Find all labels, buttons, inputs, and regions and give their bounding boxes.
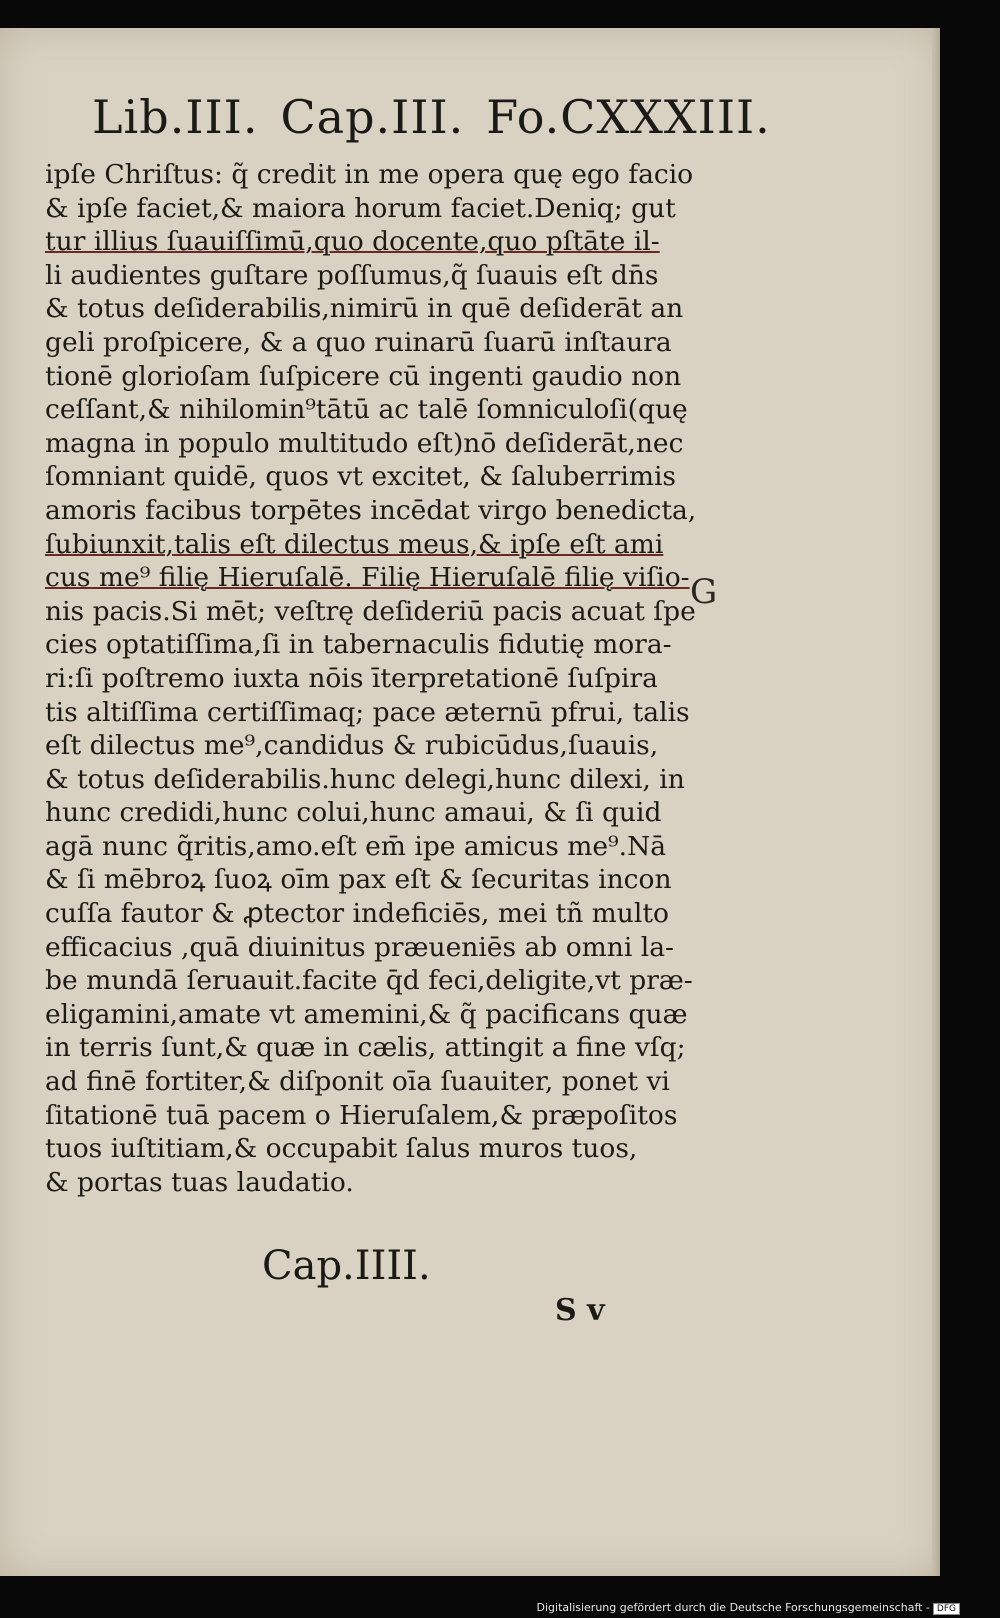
text-line: ſitationē tuā pacem o Hieruſalem,& præpoſitos: [45, 1099, 678, 1131]
text-line: ad finē fortiter,& diſponit oīa ſuauiter, ponet vi: [45, 1066, 670, 1098]
text-line: tis altiſſima certiſſimaq; pace æternū pfrui, talis: [45, 696, 690, 728]
footer-text: Digitalisierung gefördert durch die Deutsche Forschungsgemeinschaft -: [536, 1601, 930, 1614]
text-line: ri:ſi poſtremo iuxta nōis īterpretationē ſuſpira: [45, 662, 658, 694]
text-line: cus me⁹ filię Hieruſalē. Filię Hieruſalē filię viſio-: [45, 562, 690, 594]
body-text: [45, 158, 705, 1199]
text-line: hunc credidi,hunc colui,hunc amaui, & ſi quid: [45, 797, 662, 829]
text-line: eſt dilectus me⁹,candidus & rubicūdus,ſuauis,: [45, 730, 659, 762]
signature-mark: S v: [555, 1293, 605, 1328]
running-header: [92, 90, 771, 144]
chapter-title: Cap.IIII.: [262, 1243, 431, 1289]
margin-note: G: [690, 572, 718, 612]
text-line: & portas tuas laudatio.: [45, 1166, 354, 1198]
text-line: nis pacis.Si mēt; veſtrę deſideriū pacis acuat ſpe: [45, 595, 696, 627]
text-line: & ſi mēbroꝝ ſuoꝝ oīm pax eſt & ſecuritas incon: [45, 864, 672, 896]
text-line: geli proſpicere, & a quo ruinarū ſuarū inſtaura: [45, 326, 672, 358]
text-line: amoris facibus torpētes incēdat virgo benedicta,: [45, 494, 697, 526]
text-line: ipſe Chriſtus: q̃ credit in me opera quę ego facio: [45, 159, 694, 190]
header-book: Lib.III.: [92, 90, 259, 144]
text-line: eligamini,amate vt amemini,& q̃ pacificans quæ: [45, 998, 688, 1030]
text-line: agā nunc q̃ritis,amo.eſt em̄ ipe amicus me⁹.Nā: [45, 830, 667, 862]
text-line: tur illius ſuauiſſimū,quo docente,quo pſtāte il-: [45, 226, 660, 258]
text-line: tionē glorioſam ſuſpicere cū ingenti gaudio non: [45, 360, 682, 392]
book-page: [0, 28, 940, 1576]
text-line: be mundā ſeruauit.facite q̄d feci,deligite,vt præ-: [45, 965, 693, 997]
text-line: ſomniant quidē, quos vt excitet, & ſaluberrimis: [45, 461, 677, 493]
dfg-logo: DFG: [933, 1603, 960, 1615]
text-line: & ipſe faciet,& maiora horum faciet.Deniq; gut: [45, 192, 676, 224]
digitization-footer: [537, 1601, 960, 1615]
text-line: tuos iuſtitiam,& occupabit ſalus muros tuos,: [45, 1133, 638, 1165]
text-line: cuſſa fautor & ꝓtector indeficiēs, mei tñ multo: [45, 898, 669, 930]
text-line: in terris ſunt,& quæ in cælis, attingit a fine vſq;: [45, 1032, 686, 1064]
text-line: efficacius ,quā diuinitus præueniēs ab omni la-: [45, 931, 674, 963]
text-line: li audientes guſtare poſſumus,q̃ ſuauis eſt dn̄s: [45, 259, 659, 291]
text-line: magna in populo multitudo eſt)nō deſiderāt,nec: [45, 427, 684, 459]
text-line: ſubiunxit,talis eſt dilectus meus,& ipſe eſt ami: [45, 528, 664, 560]
text-line: & totus deſiderabilis,nimirū in quē deſiderāt an: [45, 293, 684, 325]
text-line: ceſſant,& nihilomin⁹tātū ac talē ſomniculoſi(quę: [45, 394, 688, 426]
text-line: cies optatiſſima,ſi in tabernaculis fidutię mora-: [45, 629, 672, 661]
header-folio: Fo.CXXXIII.: [486, 90, 771, 144]
header-chapter: Cap.III.: [280, 90, 465, 144]
text-line: & totus deſiderabilis.hunc delegi,hunc dilexi, in: [45, 763, 685, 795]
